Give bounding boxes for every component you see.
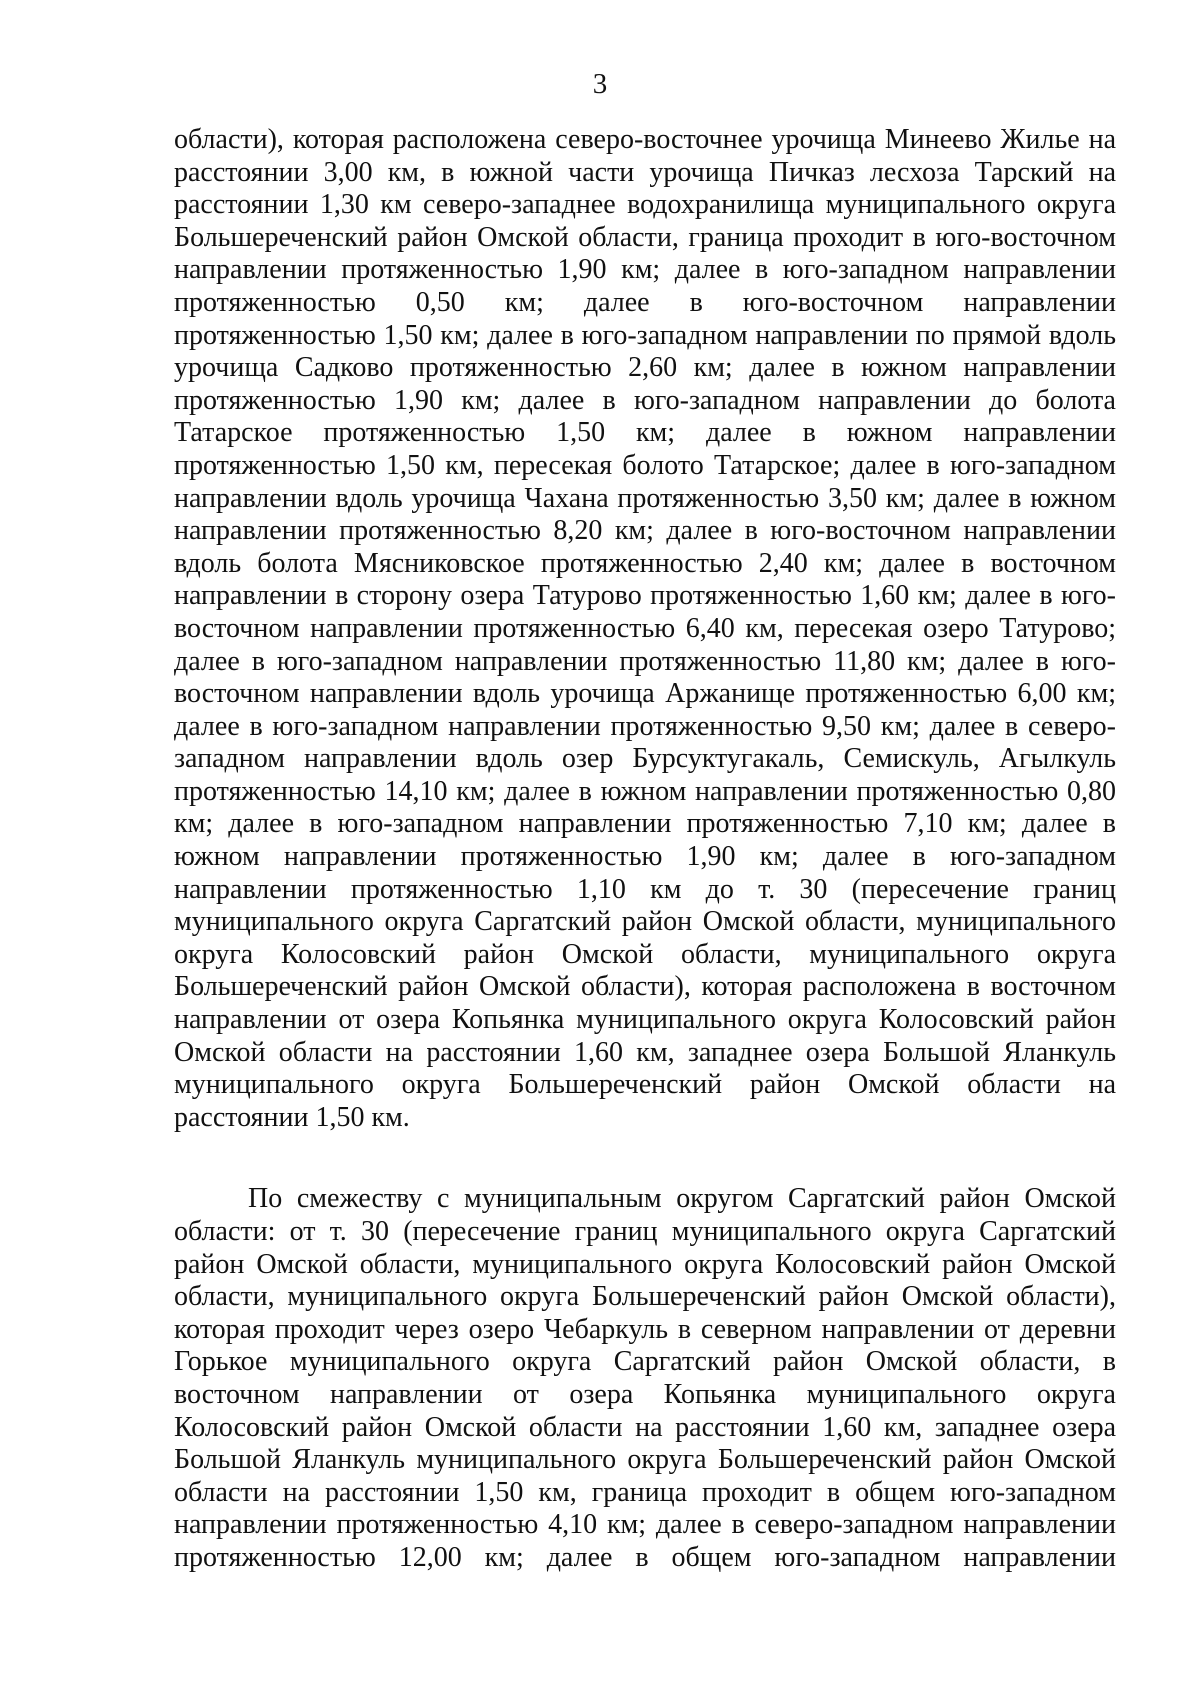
page-number: 3	[592, 68, 608, 100]
paragraph-boundary-continuation: области), которая расположена северо-восточнее урочища Минеево Жилье на расстоянии 3,00 км, в южной части урочища Пичказ лесхоза Тарский на расстоянии 1,30 км северо-западнее водохранилища муниципального округа Большереченский район Омской области, граница проходит в юго-восточном направлении протяженностью 1,90 км; далее в юго-западном направлении протяженностью 0,50 км; далее в юго-восточном направлении протяженностью 1,50 км; далее в юго-западном направлении по прямой вдоль урочища Садково протяженностью 2,60 км; далее в южном направлении протяженностью 1,90 км; далее в юго-западном направлении до болота Татарское протяженностью 1,50 км; далее в южном направлении протяженностью 1,50 км, пересекая болото Татарское; далее в юго-западном направлении вдоль урочища Чахана протяженностью 3,50 км; далее в южном направлении протяженностью 8,20 км; далее в юго-восточном направлении вдоль болота Мясниковское протяженностью 2,40 км; далее в восточном направлении в сторону озера Татурово протяженностью 1,60 км; далее в юго-восточном направлении протяженностью 6,40 км, пересекая озеро Татурово; далее в юго-западном направлении протяженностью 11,80 км; далее в юго-восточном направлении вдоль урочища Аржанище протяженностью 6,00 км; далее в юго-западном направлении протяженностью 9,50 км; далее в северо-западном направлении вдоль озер Бурсуктугакаль, Семискуль, Агылкуль протяженностью 14,10 км; далее в южном направлении протяженностью 0,80 км; далее в юго-западном направлении протяженностью 7,10 км; далее в южном направлении протяженностью 1,90 км; далее в юго-западном направлении протяженностью 1,10 км до т. 30 (пересечение границ муниципального округа Саргатский район Омской области, муниципального округа Колосовский район Омской области, муниципального округа Большереченский район Омской области), которая расположена в восточном направлении от озера Копьянка муниципального округа Колосовский район Омской области на расстоянии 1,60 км, западнее озера Большой Яланкуль муниципального округа Большереченский район Омской области на расстоянии 1,50 км.	[174, 124, 1116, 1133]
document-body	[174, 124, 1116, 1575]
paragraph-sargatsky-boundary: По смежеству с муниципальным округом Саргатский район Омской области: от т. 30 (пересечение границ муниципального округа Саргатский район Омской области, муниципального округа Колосовский район Омской области, муниципального округа Большереченский район Омской области), которая проходит через озеро Чебаркуль в северном направлении от деревни Горькое муниципального округа Саргатский район Омской области, в восточном направлении от озера Копьянка муниципального округа Колосовский район Омской области на расстоянии 1,60 км, западнее озера Большой Яланкуль муниципального округа Большереченский район Омской области на расстоянии 1,50 км, граница проходит в общем юго-западном направлении протяженностью 4,10 км; далее в северо-западном направлении протяженностью 12,00 км; далее в общем юго-западном направлении	[174, 1183, 1116, 1573]
